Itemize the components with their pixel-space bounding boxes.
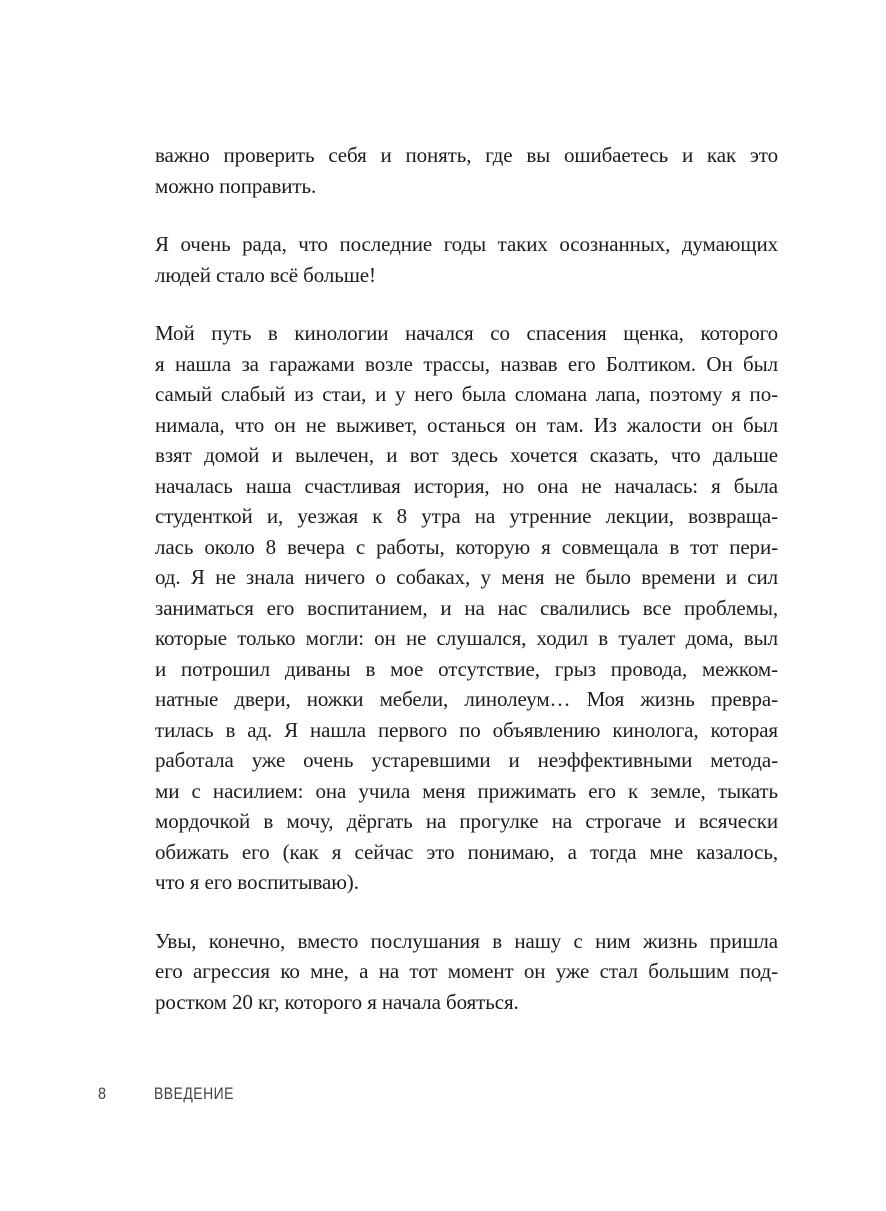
text-line: Мой путь в кинологии начался со спасения щенка, которого bbox=[155, 321, 778, 345]
text-line: Я очень рада, что последние годы таких осознанных, думающих bbox=[155, 232, 778, 256]
paragraph bbox=[155, 140, 778, 201]
text-line: самый слабый из стаи, и у него была сломана лапа, поэтому я по- bbox=[155, 382, 778, 406]
text-line: натные двери, ножки мебели, линолеум… Моя жизнь превра- bbox=[155, 687, 778, 711]
text-line: началась наша счастливая история, но она не началась: я была bbox=[155, 473, 778, 498]
text-line: обижать его (как я сейчас это понимаю, а тогда мне казалось, bbox=[155, 839, 778, 864]
text-line: ми с насилием: она учила меня прижимать его к земле, тыкать bbox=[155, 778, 778, 803]
text-line: Увы, конечно, вместо послушания в нашу с ним жизнь пришла bbox=[155, 928, 778, 953]
text-line: что я его воспитываю). bbox=[155, 870, 359, 894]
text-line: мордочкой в мочу, дёргать на прогулке на строгаче и всячески bbox=[155, 809, 778, 833]
text-line: заниматься его воспитанием, и на нас свалились все проблемы, bbox=[155, 595, 778, 620]
text-line: работала уже очень устаревшими и неэффективными метода- bbox=[155, 748, 778, 772]
running-title: ВВЕДЕНИЕ bbox=[154, 1084, 234, 1103]
text-line: ростком 20 кг, которого я начала бояться. bbox=[155, 989, 519, 1014]
text-line: его агрессия ко мне, а на тот момент он уже стал большим под- bbox=[155, 959, 778, 983]
text-line: которые только могли: он не слушался, ходил в туалет дома, выл bbox=[155, 626, 778, 650]
text-line: лась около 8 вечера с работы, которую я совмещала в тот пери- bbox=[155, 534, 778, 559]
text-line: людей стало всё больше! bbox=[155, 262, 376, 287]
page-footer bbox=[0, 1084, 886, 1108]
text-line: од. Я не знала ничего о собаках, у меня не было времени и сил bbox=[155, 565, 778, 589]
text-line: и потрошил диваны в мое отсутствие, грыз провода, межком- bbox=[155, 656, 778, 681]
text-line: нимала, что он не выживет, останься он там. Из жалости он был bbox=[155, 412, 778, 437]
text-line: студенткой и, уезжая к 8 утра на утренние лекции, возвраща- bbox=[155, 504, 778, 528]
text-line: важно проверить себя и понять, где вы ошибаетесь и как это bbox=[155, 143, 778, 167]
page-text-block bbox=[155, 140, 778, 1017]
paragraph bbox=[155, 926, 778, 1018]
paragraph bbox=[155, 318, 778, 898]
text-line: тилась в ад. Я нашла первого по объявлению кинолога, которая bbox=[155, 717, 778, 742]
text-line: я нашла за гаражами возле трассы, назвав его Болтиком. Он был bbox=[155, 351, 778, 376]
paragraph bbox=[155, 229, 778, 290]
text-line: можно поправить. bbox=[155, 173, 317, 198]
page-number: 8 bbox=[98, 1084, 107, 1103]
text-line: взят домой и вылечен, и вот здесь хочется сказать, что дальше bbox=[155, 443, 778, 467]
